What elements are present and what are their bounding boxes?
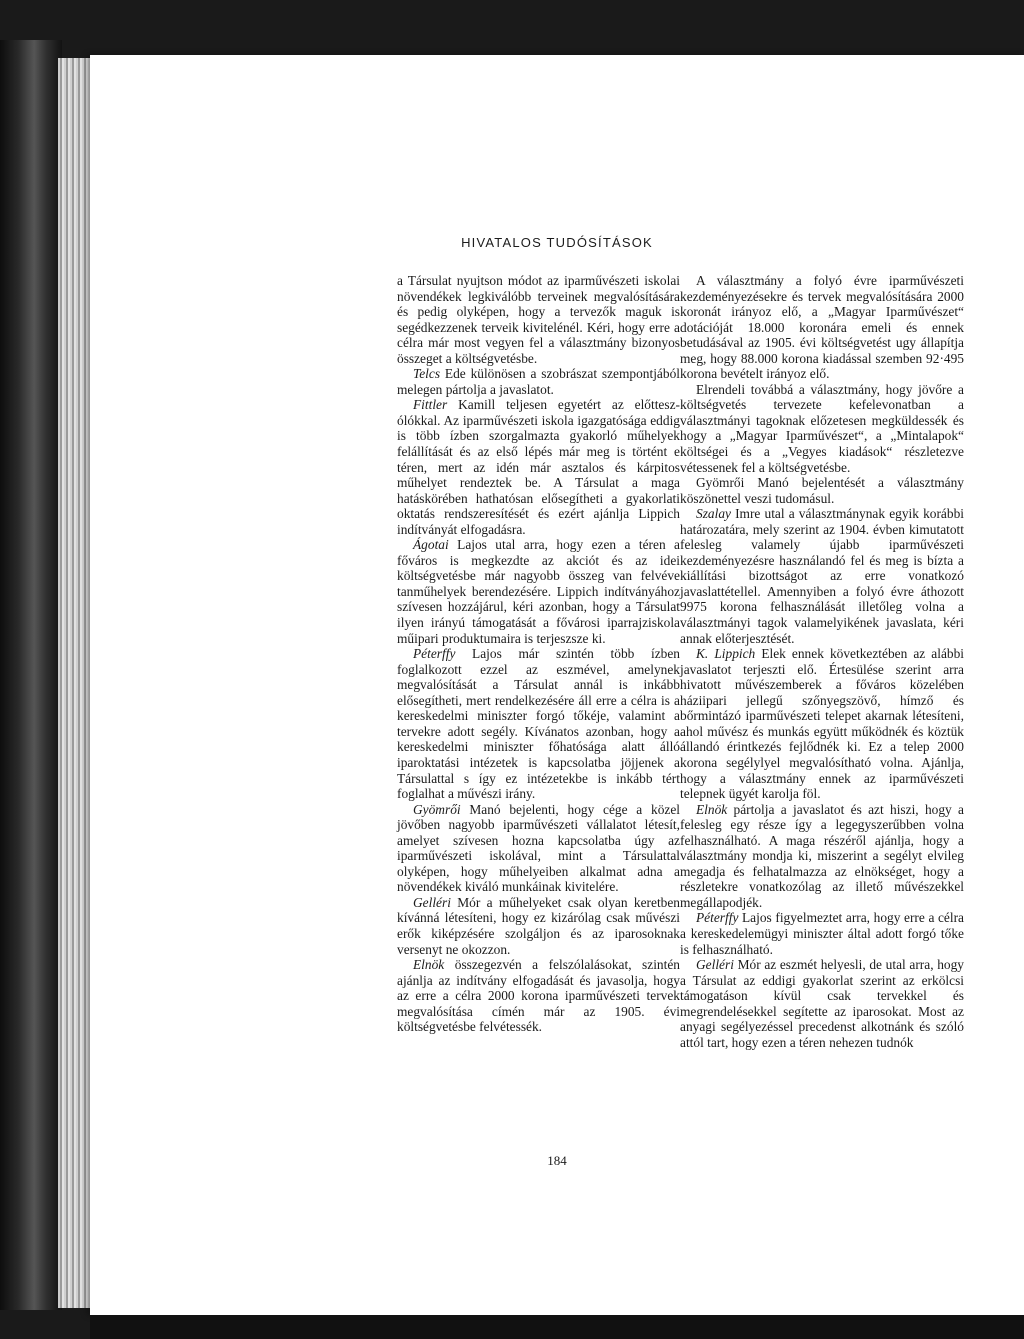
speaker-name: Gyömrői	[413, 801, 461, 817]
speaker-name: Szalay	[696, 506, 731, 522]
paragraph: Ágotai Lajos utal arra, hogy ezen a téren a főváros is megkezdte az akciót és az idei költségvetésbe már nagyobb összeg van felvéve tanműhelyek berendezésére. Lippich indítványához szívesen hozzájárul, kéri azonban, hogy a Társulat ilyen irányú támogatását a fővárosi iparrajziskola műipari produktumaira is terjeszsze ki.	[397, 537, 680, 646]
left-column	[397, 273, 680, 1035]
speaker-name: K. Lippich	[696, 646, 756, 662]
paragraph: K. Lippich Elek ennek következtében az alábbi javaslatot terjeszti elő. Értesülése szerint arra hivatott művészemberek a főváros közelében háziipari jellegű szőnyegszövő, hímző és bőrmintázó iparművészeti telepet akarnak létesíteni, ahol művész és munkás együtt működnék és köztük állandó érintkezés fejlődnék ki. Ez a telep 2000 korona segélylyel megvalósítható volna. Ajánlja, hogy a választmány ennek az iparművészeti telepnek ügyét karolja föl.	[680, 646, 965, 802]
speaker-name: Telcs	[413, 366, 441, 382]
paragraph: Elnök összegezvén a felszólalásokat, szintén ajánlja az indítvány elfogadását és javasolja, hogy az erre a célra 2000 korona iparművészeti tervek megvalósítása címén már az 1905. évi költségvetésbe felvétessék.	[397, 957, 680, 1035]
book-binding	[0, 40, 62, 1310]
paragraph: A választmány a folyó évre iparművészeti kezdeményezésekre és tervek megvalósítására 2000 koronát irányoz elő, a „Magyar Iparművészet“ dotációját 18.000 koronára emeli és ennek betudásával az 1905. évi költségvetést ugy állapítja meg, hogy 88.000 korona kiadással szemben 92·495 korona bevételt irányoz elő.	[680, 273, 964, 382]
speaker-name: Fittler	[413, 397, 448, 413]
running-header: HIVATALOS TUDÓSÍTÁSOK	[461, 235, 653, 250]
paragraph: Szalay Imre utal a választmánynak egyik korábbi határozatára, mely szerint az 1904. évben kimutatott felesleg valamely újabb iparművészeti kezdeményezésre használandó fel és meg is bízta a kiállítási bizottságot az erre vonatkozó javaslattétellel. Amennyiben a folyó évre áthozott 9975 korona felhasználását illetőleg volna a választmányi tagok valamelyikének javaslata, kéri annak előterjesztését.	[680, 506, 964, 646]
paragraph: Péterffy Lajos már szintén több ízben foglalkozott ezzel az eszmével, amelynek megvalósítását a Társulat annál is inkább elősegítheti, mert rendelkezésére áll erre a célra is a kereskedelmi miniszter forgó tőkéje, valamint a tervekre adott segély. Kívánatos azonban, hogy a kereskedelmi miniszter főhatósága alatt álló iparoktatási intézetek is kapcsolatba jöjjenek a Társulattal s így ez intézetekbe is inkább tért foglalhat a művészi irány.	[397, 646, 680, 802]
speaker-name: Péterffy	[696, 910, 739, 926]
paragraph: Gyömrői Manó bejelenti, hogy cége a közel jövőben nagyobb iparművészeti vállalatot létesít, amelyet szívesen hozna kapcsolatba úgy az iparművészeti iskolával, mint a Társulattal olyképen, hogy műhelyeiben alkalmat adna a növendékek kiváló munkáinak kivitelére.	[397, 801, 680, 895]
paragraph: Elrendeli továbbá a választmány, hogy jövőre a költségvetés tervezete kefelevonatban a választmányi tagoknak előzetesen megküldessék és hogy a „Magyar Iparművészet“, a „Mintalapok“ költségei és a „Vegyes kiadások“ részletezve vétessenek fel a költségvetésbe.	[680, 381, 964, 475]
speaker-name: Elnök	[696, 801, 728, 817]
right-column	[680, 273, 964, 1050]
paragraph: Telcs Ede különösen a szobrászat szempontjából melegen pártolja a javaslatot.	[397, 366, 680, 397]
page-number: 184	[547, 1153, 567, 1168]
speaker-name: Gelléri	[413, 894, 451, 910]
paragraph: Gelléri Mór az eszmét helyesli, de utal arra, hogy a Társulat az eddigi gyakorlat szerint az erkölcsi támogatáson kívül csak tervekkel és megrendelésekkel segítette az iparosokat. Most az anyagi segélyezéssel precedenst alkotnánk és szóló attól tart, hogy ezen a téren nehezen tudnók	[680, 957, 964, 1050]
speaker-name: Péterffy	[413, 646, 456, 662]
book-page	[90, 55, 1024, 1315]
speaker-name: Gelléri	[696, 957, 734, 973]
speaker-name: Ágotai	[413, 537, 449, 553]
paragraph: Elnök pártolja a javaslatot és azt hiszi, hogy a felesleg egy része így a legegyszerűbben volna felhasználható. A maga részéről ajánlja, hogy a választmány mondja ki, miszerint a segélyt elvileg megadja és felhatalmazza az elnökséget, hogy a részletekre vonatkozólag az illető művészekkel megállapodjék.	[680, 801, 964, 910]
paragraph: Péterffy Lajos figyelmeztet arra, hogy erre a célra a kereskedelemügyi miniszter által adott forgó tőke is felhasználható.	[680, 910, 964, 957]
paragraph: Fittler Kamill teljesen egyetért az előtteszólókkal. Az iparművészeti iskola igazgatósága eddig is több ízben szorgalmazta gyakorló műhelyek felállítását és az első lépés már meg is történt e téren, mert az idén már asztalos és kárpitos műhelyet rendeztek be. A Társulat a maga hatáskörében hathatósan elősegítheti a gyakorlati oktatás rendszeresítését és ezért ajánlja Lippich indítványát elfogadásra.	[397, 397, 680, 537]
scan-bottom-edge	[90, 1315, 1024, 1339]
speaker-name: Elnök	[413, 957, 445, 973]
paragraph: Gyömrői Manó bejelentését a választmány köszönettel veszi tudomásul.	[680, 475, 964, 506]
paragraph: Gelléri Mór a műhelyeket csak olyan keretben kívánná létesíteni, hogy ez kizárólag csak művészi erők kiképzésére szolgáljon és az iparosoknak versenyt ne okozzon.	[397, 894, 680, 957]
paragraph: a Társulat nyujtson módot az iparművészeti iskolai növendékek legkiválóbb terveinek megvalósítására és pedig olyképen, hogy a tervezők maguk is segédkezzenek terveik kivitelénél. Kéri, hogy erre a célra már most vegyen fel a választmány bizonyos összeget a költségvetésbe.	[397, 273, 680, 366]
